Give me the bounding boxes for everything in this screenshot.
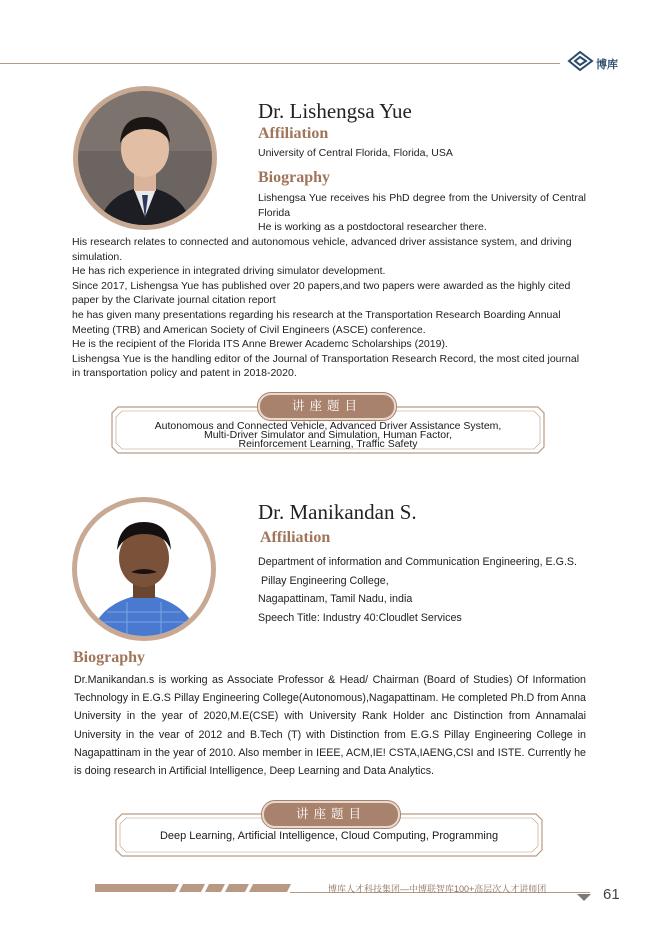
speaker2-affiliation-heading: Affiliation (260, 529, 331, 546)
speaker2-photo (77, 502, 211, 636)
bio-line: He is the recipient of the Florida ITS Anne Brewer Academc Scholarships (2019). (72, 338, 448, 351)
affiliation-line: Department of information and Communication Engineering, E.G.S. (258, 556, 578, 568)
speaker1-affiliation: University of Central Florida, Florida, USA (258, 147, 453, 159)
speaker1-photo (78, 91, 212, 225)
affiliation-line: Nagapattinam, Tamil Nadu, india (258, 593, 413, 606)
speech-title: Speech Title: Industry 40:Cloudlet Services (258, 611, 462, 624)
footer-text: 博库人才科技集团—中博联智库100+高层次人才讲师团 (328, 884, 547, 894)
speaker2-topic-text: Deep Learning, Artificial Intelligence, Cloud Computing, Programming (159, 830, 499, 842)
bio-line: Since 2017, Lishengsa Yue has published over 20 papers,and two papers were awarded as the highly cited paper by the Clarivate journal citation report (72, 279, 571, 307)
bio-line: He has rich experience in integrated driving simulator development. (72, 265, 386, 278)
bio-line: Lishengsa Yue receives his PhD degree from the University of Central Florida (258, 192, 586, 219)
bio-line: His research relates to connected and autonomous vehicle, advanced driver assistance system, and driving simulation. (72, 236, 572, 263)
topic-line: Autonomous and Connected Vehicle, Advanced Driver Assistance System, (154, 420, 502, 432)
page-number: 61 (603, 886, 620, 903)
header-rule (0, 63, 560, 64)
speaker1-topic-badge: 讲座题目 (258, 393, 396, 420)
bio-line: he has given many presentations regarding his research at the Transportation Research Boarding Annual Meeting (TRB) and American Society of Civil Engineers (ASCE) conference. (72, 308, 561, 336)
speaker1-bio-body (72, 235, 588, 381)
speaker1-biography-heading: Biography (258, 169, 331, 186)
speaker1-affiliation-heading: Affiliation (258, 125, 329, 142)
bio-line: Lishengsa Yue is the handling editor of the Journal of Transportation Research Record, the most cited journal in transportation policy and patent in 2018-2020. (72, 352, 580, 380)
speaker2-topic-badge: 讲座题目 (262, 801, 400, 828)
speaker1-topic-text (118, 422, 538, 449)
speaker2-name: Dr. Manikandan S. (258, 500, 417, 524)
speaker2-bio: Dr.Manikandan.s is working as Associate Professor & Head/ Chairman (Board of Studies) Of Information Technology in E.G.S Pillay Engineering College(Autonomous),Nagapattinam. He completed Ph.D from Anna University in the year of 2020,M.E(CSE) with University Rank Holder anc Distinction from Annamalai University in the vear of 2012 and B.Tech (T) with Distinction from E.G.S Pillay Engineering College in Nagapattinam in the year of 2010. Also member in IEEE, ACM,IE! CSTA,IAENG,CSI and ISTE. Currently he is doing research in Artificial Intelligence, Deep Learning and Data Analytics. (74, 674, 586, 778)
speaker1-bio-intro (258, 191, 586, 235)
affiliation-line: Pillay Engineering College, (258, 574, 389, 587)
bio-line: He is working as a postdoctoral researcher there. (258, 221, 487, 234)
speaker1-name: Dr. Lishengsa Yue (258, 99, 412, 123)
footer-triangle-icon (577, 894, 591, 901)
logo-text: 博库 (596, 59, 618, 71)
speaker2-biography-heading: Biography (73, 649, 146, 666)
topic-line: Reinforcement Learning, Traffic Safety (238, 438, 418, 450)
footer-decoration (95, 884, 295, 892)
speaker2-affiliation (258, 553, 598, 627)
topic-line: Multi-Driver Simulator and Simulation, Human Factor, (203, 429, 452, 441)
